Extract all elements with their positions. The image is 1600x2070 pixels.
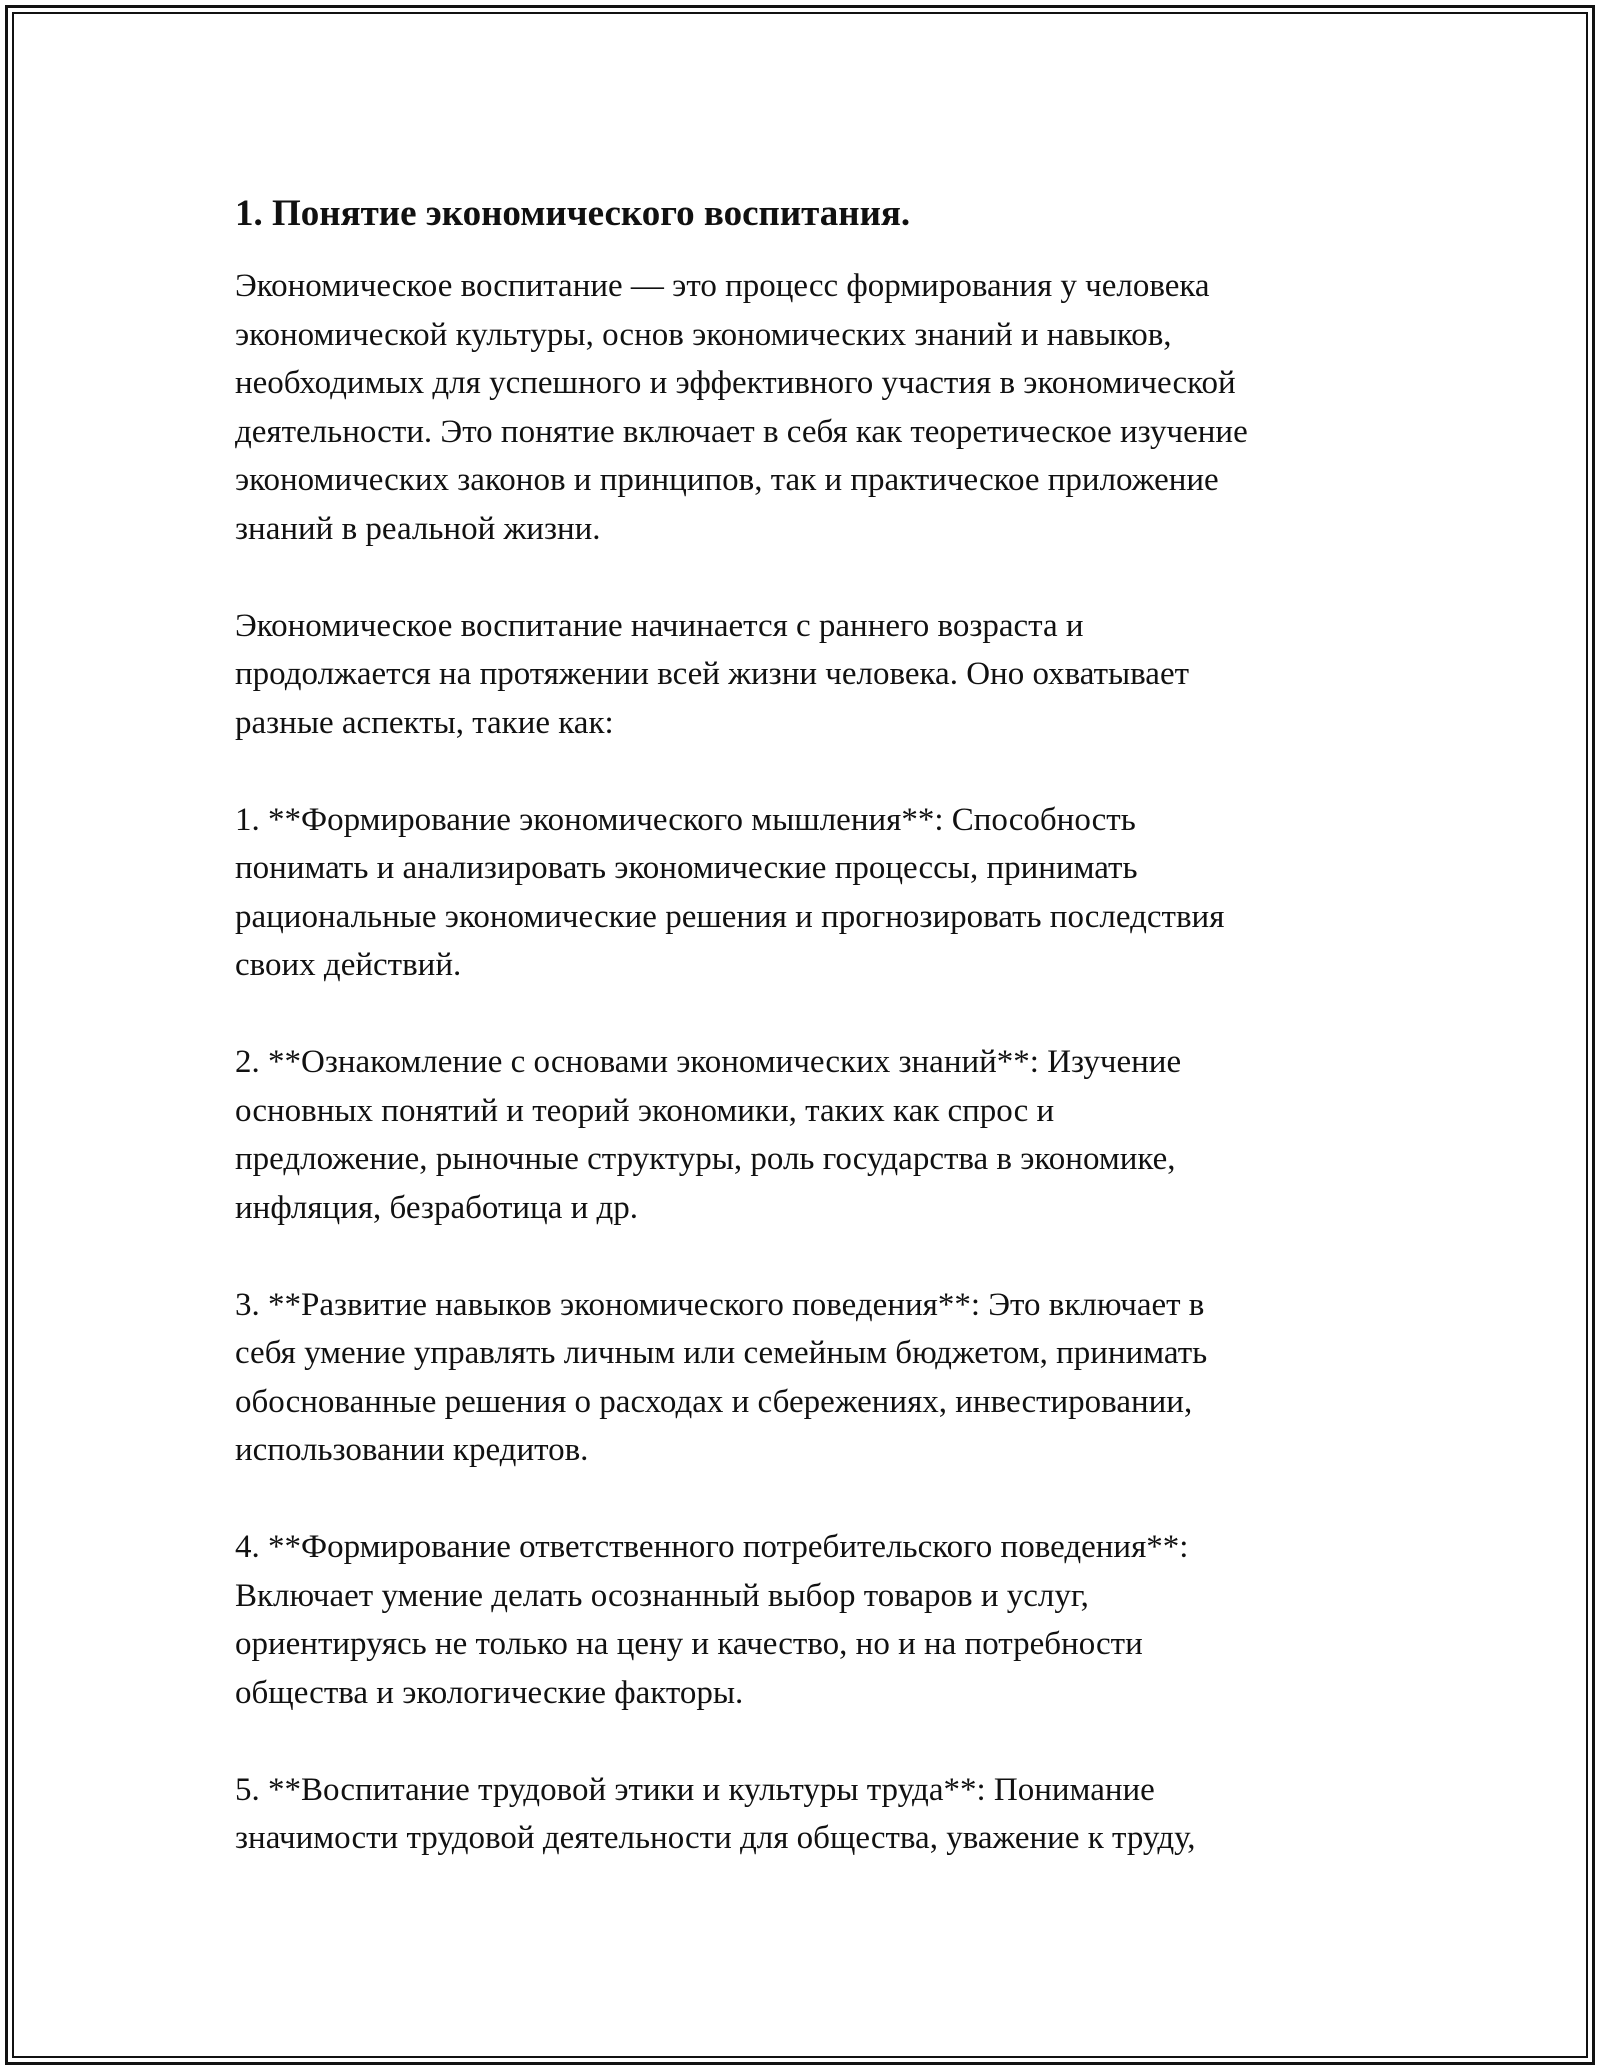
text-line: необходимых для успешного и эффективного участия в экономической (235, 365, 1236, 401)
text-line: экономической культуры, основ экономических знаний и навыков, (235, 316, 1172, 353)
text-line: 3. **Развитие навыков экономического поведения**: Это включает в (235, 1286, 1205, 1323)
text-line: основных понятий и теорий экономики, таких как спрос и (235, 1092, 1055, 1129)
text-line: Экономическое воспитание начинается с раннего возраста и (235, 607, 1084, 644)
text-line: инфляция, безработица и др. (235, 1189, 639, 1226)
text-line: рациональные экономические решения и прогнозировать последствия (235, 898, 1225, 935)
list-item-2 (235, 1038, 1395, 1232)
text-line: значимости трудовой деятельности для общества, уважение к труду, (235, 1820, 1196, 1856)
section-heading: 1. Понятие экономического воспитания. (235, 193, 911, 234)
text-line: понимать и анализировать экономические процессы, принимать (235, 850, 1138, 886)
list-item-3 (235, 1281, 1395, 1475)
list-item-4 (235, 1523, 1395, 1717)
list-item-5 (235, 1766, 1395, 1863)
text-line: 1. **Формирование экономического мышления**: Способность (235, 801, 1136, 838)
text-line: предложение, рыночные структуры, роль государства в экономике, (235, 1141, 1176, 1177)
text-line: знаний в реальной жизни. (235, 510, 601, 547)
text-line: продолжается на протяжении всей жизни человека. Оно охватывает (235, 656, 1190, 692)
document-body (235, 186, 1395, 1911)
text-line: обоснованные решения о расходах и сбережениях, инвестировании, (235, 1383, 1193, 1420)
text-line: 5. **Воспитание трудовой этики и культуры труда**: Понимание (235, 1771, 1155, 1808)
list-item-1 (235, 796, 1395, 990)
paragraph-aspects-intro (235, 602, 1395, 748)
text-line: ориентируясь не только на цену и качество, но и на потребности (235, 1626, 1143, 1662)
text-line: экономических законов и принципов, так и практическое приложение (235, 462, 1219, 498)
text-line: 2. **Ознакомление с основами экономических знаний**: Изучение (235, 1044, 1182, 1080)
text-line: себя умение управлять личным или семейным бюджетом, принимать (235, 1335, 1208, 1371)
paragraph-definition (235, 262, 1395, 553)
text-line: 4. **Формирование ответственного потребительского поведения**: (235, 1529, 1189, 1565)
text-line: общества и экологические факторы. (235, 1674, 744, 1711)
text-line: Включает умение делать осознанный выбор товаров и услуг, (235, 1577, 1089, 1614)
text-line: своих действий. (235, 947, 462, 983)
text-line: использовании кредитов. (235, 1432, 589, 1468)
text-line: Экономическое воспитание — это процесс формирования у человека (235, 268, 1210, 304)
text-line: разные аспекты, такие как: (235, 704, 614, 741)
text-line: деятельности. Это понятие включает в себя как теоретическое изучение (235, 413, 1248, 450)
